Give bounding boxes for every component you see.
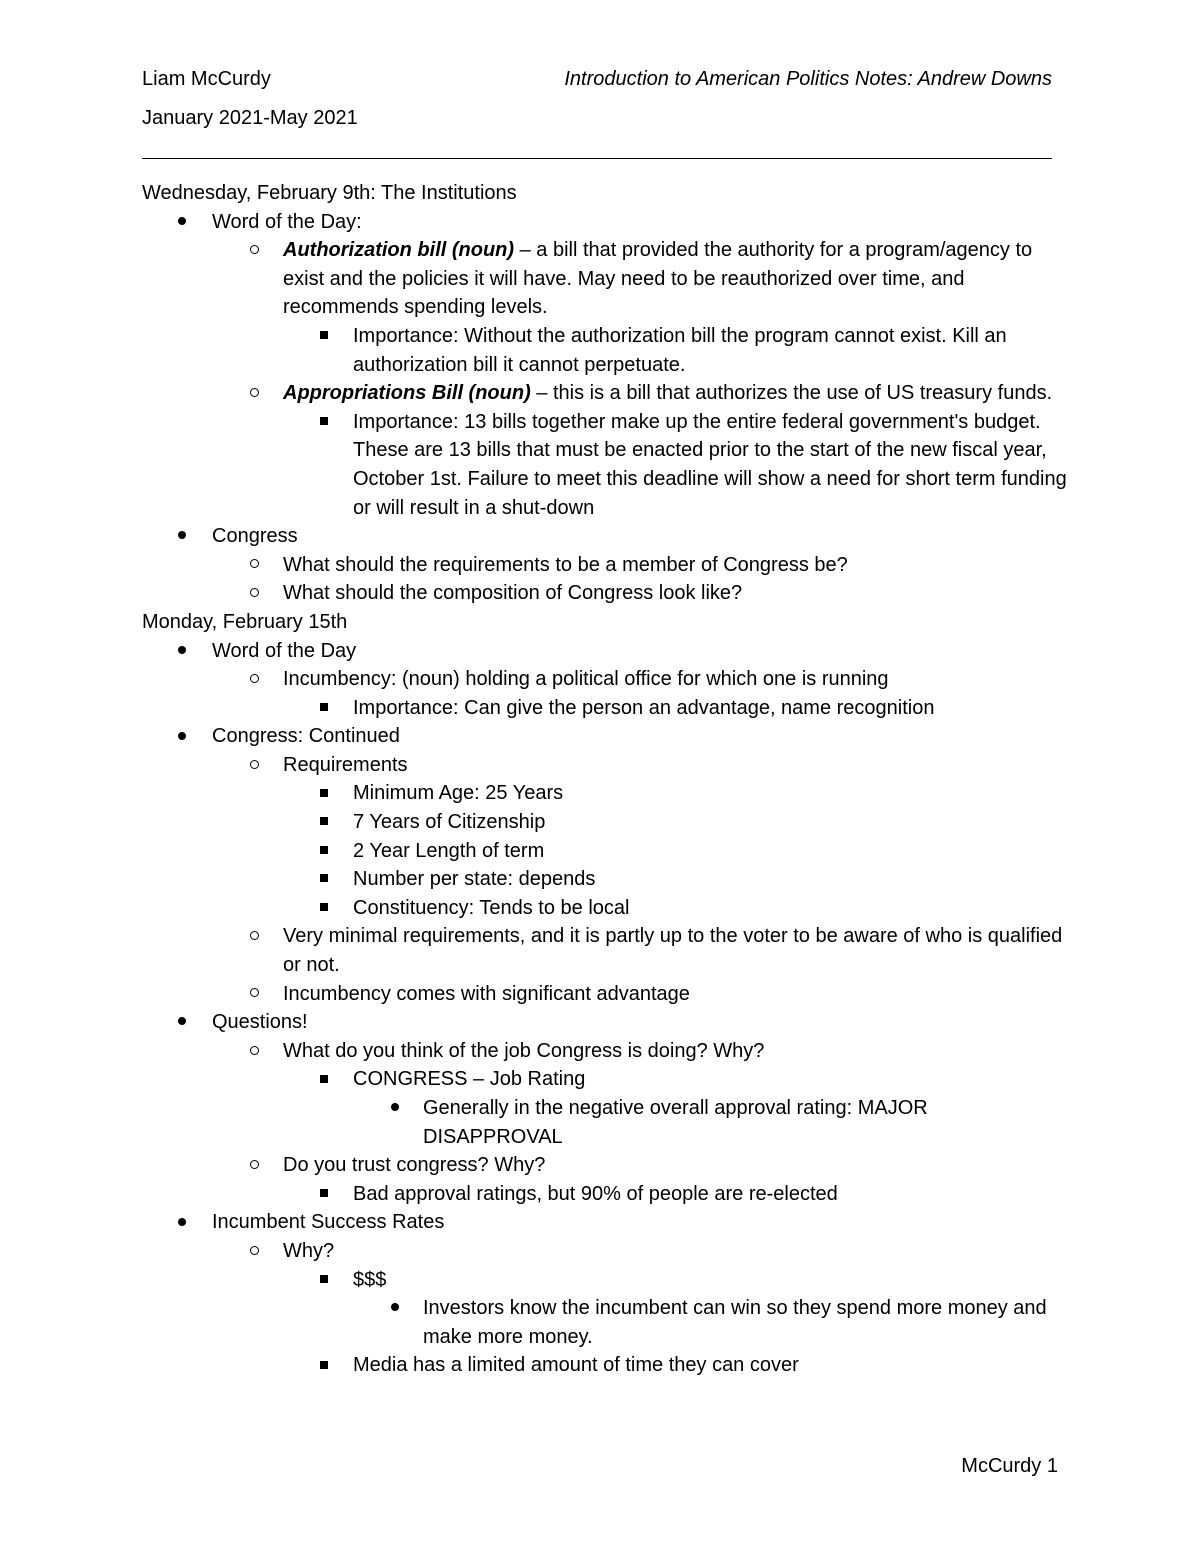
- list-item: Very minimal requirements, and it is partly up to the voter to be aware of who is qualified or not.: [142, 922, 1067, 979]
- bullet-circle-icon: [250, 388, 259, 397]
- list-item: Minimum Age: 25 Years: [142, 779, 1067, 808]
- bullet-circle-icon: [250, 988, 259, 997]
- bullet-square-icon: [320, 817, 328, 825]
- bullet-square-icon: [320, 1189, 328, 1197]
- list-item: Incumbency comes with significant advantage: [142, 980, 1067, 1009]
- divider-line: [142, 158, 1052, 159]
- list-item: Importance: Without the authorization bill the program cannot exist. Kill an authorization bill it cannot perpetuate.: [142, 322, 1067, 379]
- bullet-circle-icon: [250, 1160, 259, 1169]
- bullet-square-icon: [320, 417, 328, 425]
- bullet-square-icon: [320, 1361, 328, 1369]
- bullet-dot-icon: [178, 1218, 186, 1226]
- bullet-dot-icon: [391, 1103, 399, 1111]
- list-item: What should the composition of Congress look like?: [142, 579, 1067, 608]
- bullet-circle-icon: [250, 1246, 259, 1255]
- term-definition: – this is a bill that authorizes the use of US treasury funds.: [530, 382, 1053, 405]
- bullet-square-icon: [320, 1275, 328, 1283]
- bullet-dot-icon: [178, 646, 186, 654]
- bullet-circle-icon: [250, 245, 259, 254]
- list-item: Requirements: [142, 751, 1067, 780]
- list-item: Why?: [142, 1237, 1067, 1266]
- list-item: $$$: [142, 1266, 1067, 1295]
- bullet-circle-icon: [250, 674, 259, 683]
- bullet-square-icon: [320, 903, 328, 911]
- bullet-circle-icon: [250, 1046, 259, 1055]
- list-item: Constituency: Tends to be local: [142, 894, 1067, 923]
- list-item: Importance: Can give the person an advantage, name recognition: [142, 694, 1067, 723]
- list-item: [142, 379, 1067, 408]
- date-range: January 2021-May 2021: [142, 107, 358, 129]
- list-item: Incumbency: (noun) holding a political office for which one is running: [142, 665, 1067, 694]
- term-definition: – a bill that provided the authority for a program/agency to exist and the policies it will have. May need to be reauthorized over time, and recommends spending levels.: [283, 239, 1033, 319]
- list-item: Media has a limited amount of time they can cover: [142, 1351, 1067, 1380]
- list-item: Word of the Day:: [142, 208, 1067, 237]
- list-item: What do you think of the job Congress is doing? Why?: [142, 1037, 1067, 1066]
- list-item: Incumbent Success Rates: [142, 1208, 1067, 1237]
- bullet-square-icon: [320, 331, 328, 339]
- page-header: [142, 68, 1052, 98]
- list-item: [142, 236, 1067, 322]
- section-heading: Monday, February 15th: [142, 610, 348, 633]
- list-item: Word of the Day: [142, 637, 1067, 666]
- bullet-dot-icon: [178, 1017, 186, 1025]
- bullet-circle-icon: [250, 559, 259, 568]
- term-name: Authorization bill (noun): [283, 239, 515, 262]
- list-item: CONGRESS – Job Rating: [142, 1065, 1067, 1094]
- list-item: Number per state: depends: [142, 865, 1067, 894]
- bullet-dot-icon: [178, 217, 186, 225]
- list-item: 2 Year Length of term: [142, 837, 1067, 866]
- page-number: McCurdy 1: [961, 1455, 1058, 1477]
- bullet-dot-icon: [178, 531, 186, 539]
- list-item: What should the requirements to be a member of Congress be?: [142, 551, 1067, 580]
- list-item: Importance: 13 bills together make up the entire federal government's budget. These are 13 bills that must be enacted prior to the start of the new fiscal year, October 1st. Failure to meet this deadline will show a need for short term funding or will result in a shut-down: [142, 408, 1067, 522]
- course-title: Introduction to American Politics Notes: Andrew Downs: [564, 68, 1052, 90]
- bullet-circle-icon: [250, 760, 259, 769]
- bullet-dot-icon: [178, 732, 186, 740]
- list-item: Do you trust congress? Why?: [142, 1151, 1067, 1180]
- bullet-square-icon: [320, 874, 328, 882]
- notes-body: [142, 179, 1067, 1380]
- list-item: Bad approval ratings, but 90% of people are re-elected: [142, 1180, 1067, 1209]
- list-item: Congress: Continued: [142, 722, 1067, 751]
- bullet-square-icon: [320, 846, 328, 854]
- term-name: Appropriations Bill (noun): [283, 382, 531, 405]
- bullet-square-icon: [320, 789, 328, 797]
- list-item: Questions!: [142, 1008, 1067, 1037]
- bullet-circle-icon: [250, 588, 259, 597]
- author-name: Liam McCurdy: [142, 68, 271, 90]
- list-item: Generally in the negative overall approval rating: MAJOR DISAPPROVAL: [142, 1094, 1067, 1151]
- bullet-square-icon: [320, 1075, 328, 1083]
- list-item: Congress: [142, 522, 1067, 551]
- section-heading: Wednesday, February 9th: The Institutions: [142, 182, 517, 204]
- bullet-circle-icon: [250, 931, 259, 940]
- list-item: Investors know the incumbent can win so they spend more money and make more money.: [142, 1294, 1067, 1351]
- bullet-dot-icon: [391, 1303, 399, 1311]
- bullet-square-icon: [320, 703, 328, 711]
- list-item: 7 Years of Citizenship: [142, 808, 1067, 837]
